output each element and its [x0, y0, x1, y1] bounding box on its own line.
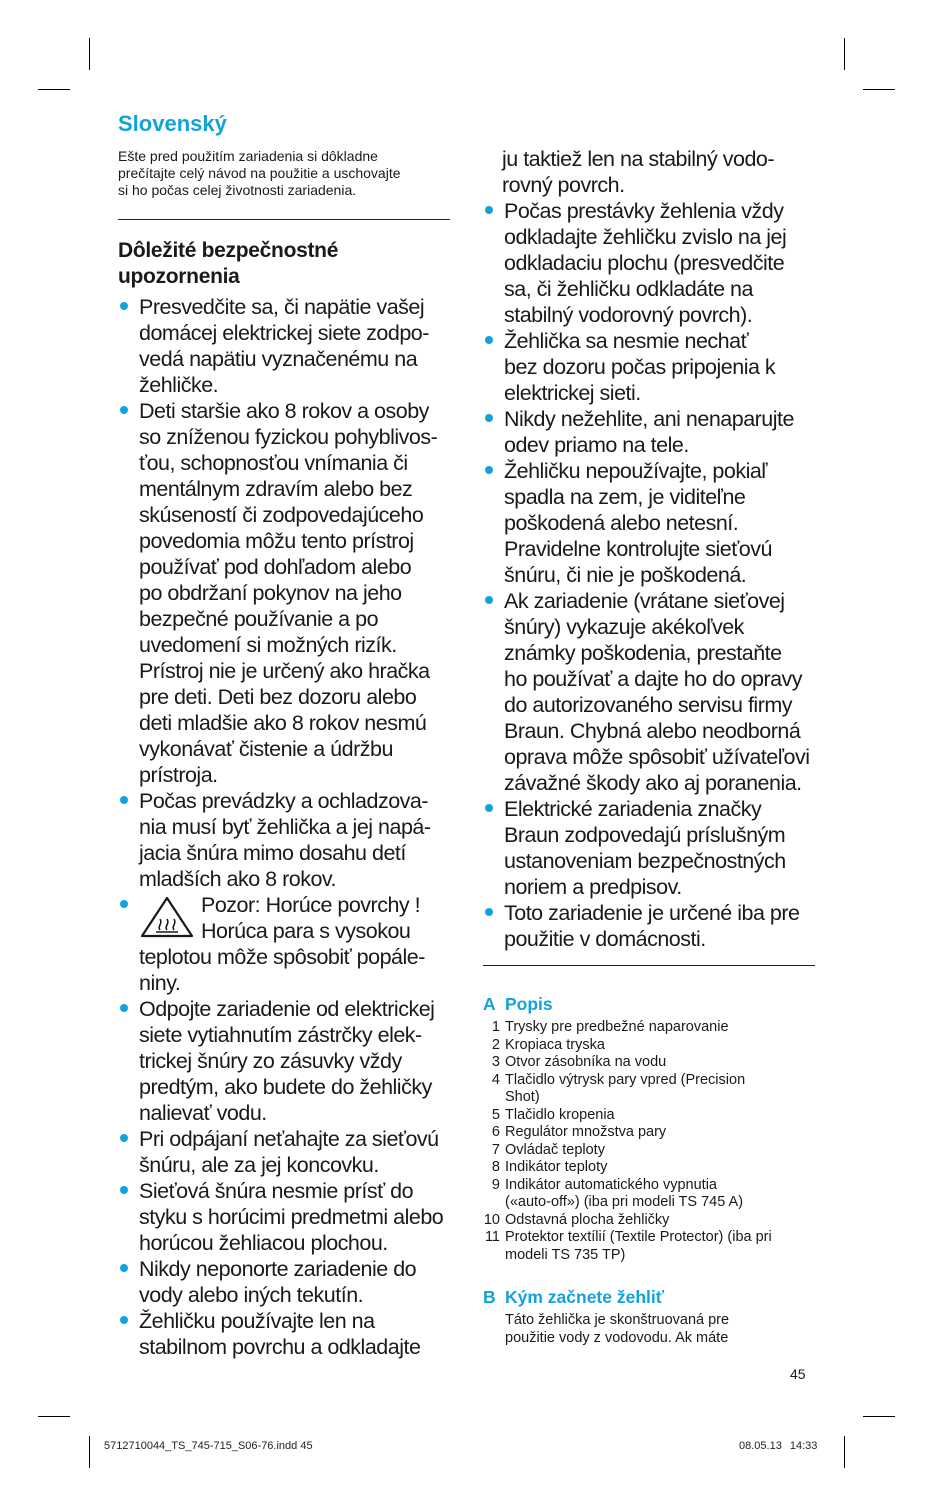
list-item: Počas prestávky žehlenia vždy odkladajte žehličku zvislo na jej odkladaciu plochu (presvedčite sa, či žehličku odkladáte na stabilný vodorovný povrch).	[483, 198, 818, 328]
list-item: Sieťová šnúra nesmie prísť do styku s horúcimi predmetmi alebo horúcou žehliacou plochou.	[118, 1178, 456, 1256]
left-column	[118, 110, 456, 1360]
list-item: Nikdy nežehlite, ani nenaparujte odev priamo na tele.	[483, 406, 818, 458]
crop-mark	[863, 89, 895, 90]
bullet-icon	[120, 900, 128, 908]
crop-mark	[89, 38, 90, 70]
list-item: Počas prevádzky a ochladzova- nia musí byť žehlička a jej napá- jacia šnúra mimo dosahu detí mladších ako 8 rokov.	[118, 788, 456, 892]
list-item: 4 Tlačidlo výtrysk pary vpred (Precision Shot)	[491, 1071, 746, 1105]
list-item: 6 Regulátor množstva pary	[491, 1124, 667, 1140]
list-item: Žehličku nepoužívajte, pokiaľ spadla na zem, je viditeľne poškodená alebo netesní. Pravidelne kontrolujte sieťovú šnúru, či nie je poškodená.	[483, 458, 818, 588]
bullet-icon	[485, 908, 493, 916]
intro-text: Ešte pred použitím zariadenia si dôkladne prečítajte celý návod na použitie a uschovajte si ho počas celej životnosti zariadenia.	[118, 148, 401, 198]
safety-list-continued	[483, 198, 818, 952]
crop-mark	[844, 38, 845, 70]
list-item: Elektrické zariadenia značky Braun zodpovedajú príslušným ustanoveniam bezpečnostných noriem a predpisov.	[483, 796, 818, 900]
crop-mark	[38, 1416, 70, 1417]
hot-surface-warning-icon	[139, 895, 195, 939]
list-item: Nikdy neponorte zariadenie do vody alebo iných tekutín.	[118, 1256, 456, 1308]
language-title: Slovenský	[118, 111, 227, 136]
crop-mark	[844, 1436, 845, 1468]
list-item: Žehličku používajte len na stabilnom povrchu a odkladajte	[118, 1308, 456, 1360]
list-item: Žehlička sa nesmie nechať bez dozoru počas pripojenia k elektrickej sieti.	[483, 328, 818, 406]
right-column	[483, 146, 818, 1347]
list-item: 7 Ovládač teploty	[491, 1141, 605, 1158]
bullet-icon	[120, 1186, 128, 1194]
continued-text: ju taktiež len na stabilný vodo- rovný povrch.	[502, 147, 775, 197]
list-item: Deti staršie ako 8 rokov a osoby so zníženou fyzickou pohyblivos- ťou, schopnosťou vnímania či mentálnym zdravím alebo bez skúseností či zodpovedajúceho povedomia môžu tento prístroj používať pod dohľadom alebo po obdržaní pokynov na jeho bezpečné používanie a po uvedomení si možných rizík. Prístroj nie je určený ako hračka pre deti. Deti bez dozoru alebo deti mladšie ako 8 rokov nesmú vykonávať čistenie a údržbu prístroja.	[118, 398, 456, 788]
list-item: 8 Indikátor teploty	[491, 1159, 608, 1175]
page-number: 45	[790, 1366, 806, 1382]
list-item: 2 Kropiaca tryska	[491, 1036, 605, 1053]
list-item: 5 Tlačidlo kropenia	[491, 1106, 615, 1123]
bullet-icon	[485, 466, 493, 474]
bullet-icon	[485, 804, 493, 812]
crop-mark	[863, 1416, 895, 1417]
before-ironing-text: Táto žehlička je skonštruovaná pre použitie vody z vodovodu. Ak máte	[505, 1312, 730, 1346]
bullet-icon	[120, 1134, 128, 1142]
footer-time: 14:33	[789, 1440, 818, 1452]
bullet-icon	[485, 336, 493, 344]
bullet-icon	[120, 1004, 128, 1012]
list-item: Pozor: Horúce povrchy ! Horúca para s vysokou teplotou môže spôsobiť popále- niny.	[118, 892, 456, 996]
crop-mark	[89, 1436, 90, 1468]
list-item: Presvedčite sa, či napätie vašej domácej elektrickej siete zodpo- vedá napätiu vyznačenému na žehličke.	[118, 294, 456, 398]
list-item: 9 Indikátor automatického vypnutia («auto-off») (iba pri modeli TS 745 A)	[491, 1176, 744, 1210]
bullet-icon	[120, 302, 128, 310]
list-item: 10 Odstavná plocha žehličky	[483, 1211, 670, 1228]
list-item: 11 Protektor textílií (Textile Protector) (iba pri modeli TS 735 TP)	[484, 1229, 772, 1263]
bullet-icon	[485, 414, 493, 422]
safety-list	[118, 294, 456, 1360]
crop-mark	[38, 89, 70, 90]
footer-timestamp	[739, 1440, 817, 1452]
before-ironing-heading: B Kým začnete žehliť	[483, 1287, 665, 1307]
bullet-icon	[120, 406, 128, 414]
safety-heading: Dôležité bezpečnostné upozornenia	[118, 239, 339, 288]
parts-list	[483, 1019, 818, 1264]
bullet-icon	[485, 206, 493, 214]
section-divider	[118, 219, 450, 220]
list-item: Pri odpájaní neťahajte za sieťovú šnúru, ale za jej koncovku.	[118, 1126, 456, 1178]
popis-heading: A Popis	[483, 994, 553, 1014]
footer-date: 08.05.13	[739, 1440, 782, 1452]
list-item: Toto zariadenie je určené iba pre použitie v domácnosti.	[483, 900, 818, 952]
bullet-icon	[120, 796, 128, 804]
list-item: 3 Otvor zásobníka na vodu	[491, 1054, 667, 1070]
bullet-icon	[120, 1316, 128, 1324]
footer-filename: 5712710044_TS_745-715_S06-76.indd 45	[104, 1440, 313, 1452]
list-item: 1 Trysky pre predbežné naparovanie	[491, 1019, 729, 1035]
list-item: Ak zariadenie (vrátane sieťovej šnúry) vykazuje akékoľvek známky poškodenia, prestaňte ho používať a dajte ho do opravy do autorizovaného servisu firmy Braun. Chybná alebo neodborná oprava môže spôsobiť užívateľovi závažné škody ako aj poranenia.	[483, 588, 818, 796]
section-divider	[483, 965, 815, 966]
bullet-icon	[485, 596, 493, 604]
bullet-icon	[120, 1264, 128, 1272]
list-item: Odpojte zariadenie od elektrickej siete vytiahnutím zástrčky elek- trickej šnúry zo zásuvky vždy predtým, ako budete do žehličky nalievať vodu.	[118, 996, 456, 1126]
